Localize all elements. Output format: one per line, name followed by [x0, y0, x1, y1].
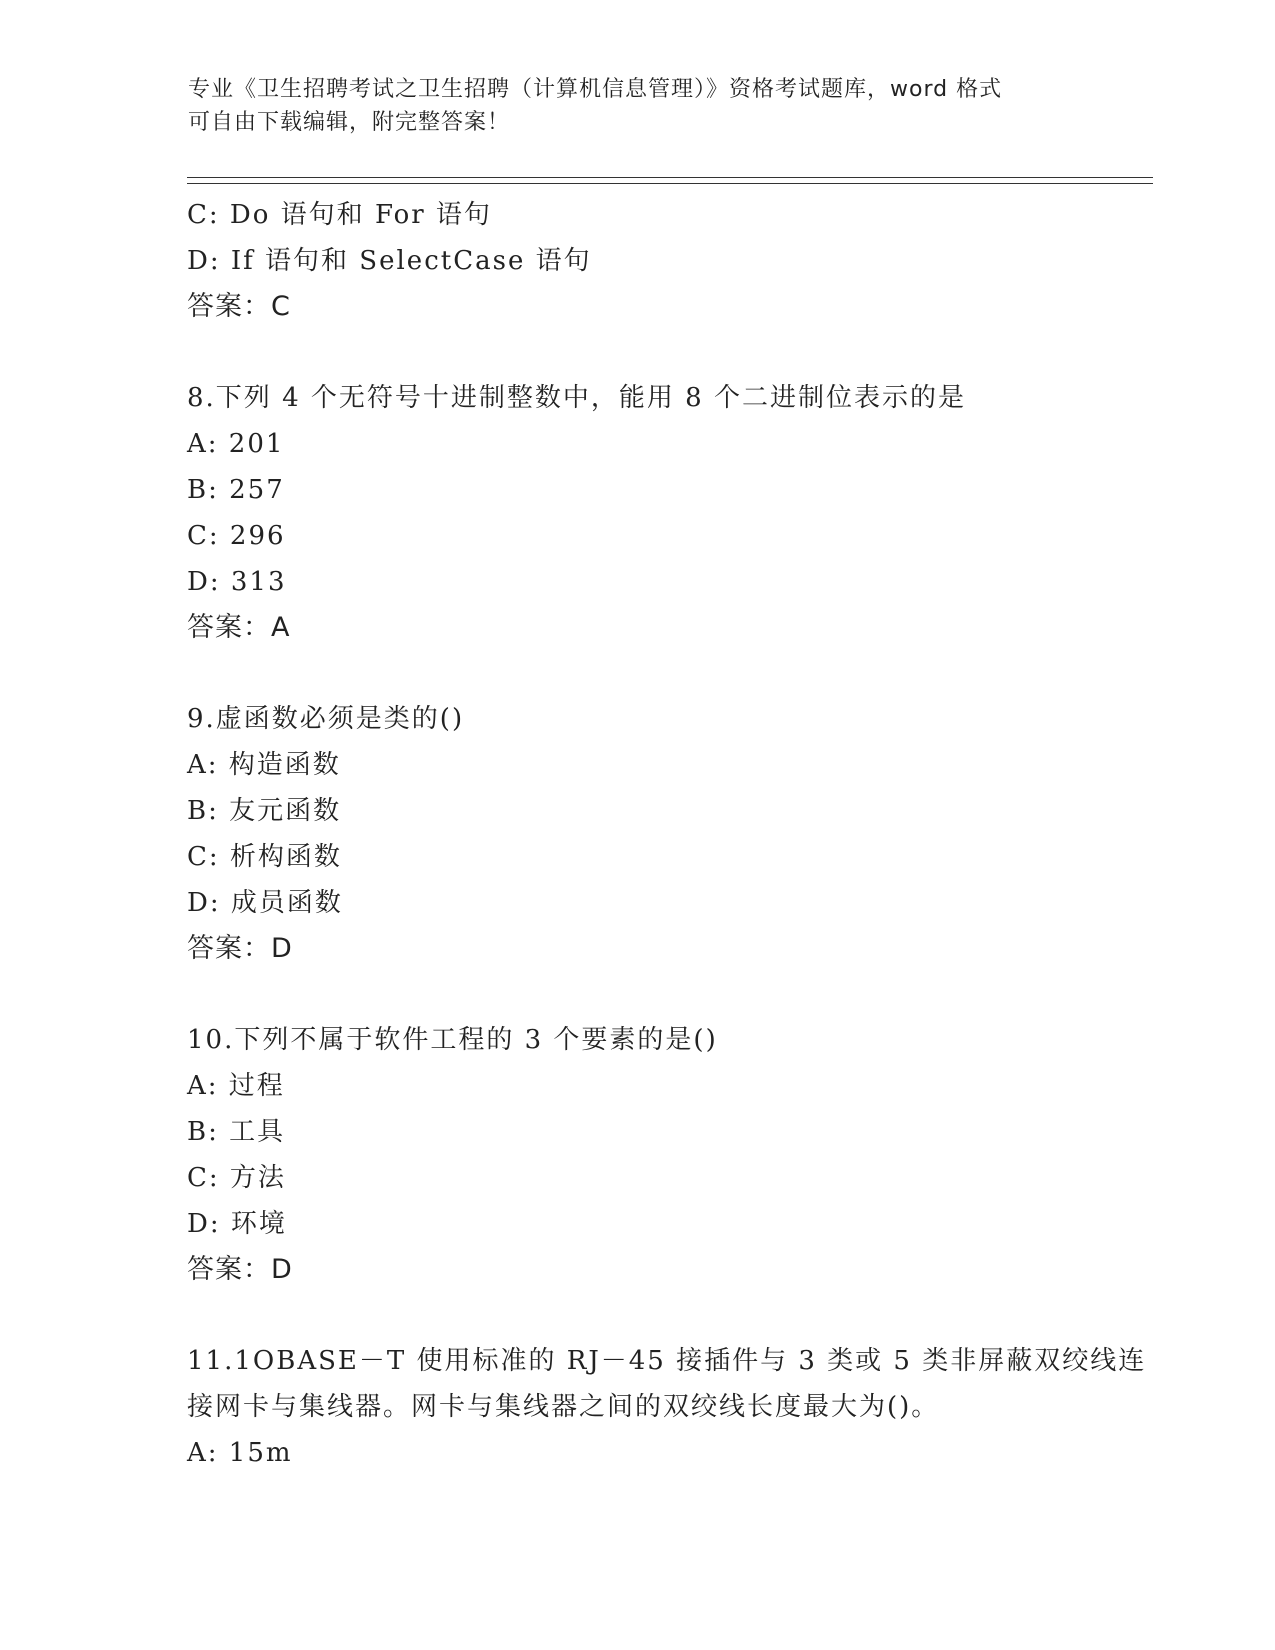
option-c: C: 析构函数 — [187, 842, 342, 872]
answer-label: 答案：C — [187, 291, 291, 322]
option-a: A: 过程 — [187, 1071, 285, 1101]
option-d: D: 环境 — [187, 1209, 287, 1239]
spacer — [187, 330, 1087, 375]
header-title-line-1: 专业《卫生招聘考试之卫生招聘（计算机信息管理）》资格考试题库，word 格式 — [188, 77, 1003, 102]
question-10 — [187, 1017, 1087, 1293]
option-d: D: 成员函数 — [187, 888, 343, 918]
option-a: A: 15m — [187, 1438, 293, 1468]
option-a: A: 201 — [187, 429, 285, 459]
document-header — [188, 73, 1088, 139]
question-stem-line-2: 接网卡与集线器。网卡与集线器之间的双绞线长度最大为()。 — [187, 1392, 940, 1422]
answer-label: 答案：D — [187, 933, 293, 964]
answer-label: 答案：D — [187, 1254, 293, 1285]
header-divider-bottom — [187, 183, 1153, 184]
question-8 — [187, 375, 1087, 651]
header-divider-top — [187, 177, 1153, 178]
question-stem-line-1: 11.1OBASE－T 使用标准的 RJ－45 接插件与 3 类或 5 类非屏蔽双绞线连 — [187, 1346, 1147, 1376]
spacer — [187, 972, 1087, 1017]
question-stem: 10.下列不属于软件工程的 3 个要素的是() — [187, 1025, 718, 1055]
question-stem: 8.下列 4 个无符号十进制整数中，能用 8 个二进制位表示的是 — [187, 383, 966, 413]
option-d: D: 313 — [187, 567, 287, 597]
option-c: C: 方法 — [187, 1163, 286, 1193]
question-11 — [187, 1338, 1147, 1476]
option-b: B: 257 — [187, 475, 285, 505]
option-b: B: 工具 — [187, 1117, 286, 1147]
option-d: D: If 语句和 SelectCase 语句 — [187, 246, 592, 276]
option-c: C: 296 — [187, 521, 286, 551]
spacer — [187, 651, 1087, 696]
question-list — [187, 192, 1147, 1476]
header-title-line-2: 可自由下载编辑，附完整答案！ — [188, 110, 511, 135]
question-9 — [187, 696, 1087, 972]
spacer — [187, 1293, 1087, 1338]
option-b: B: 友元函数 — [187, 796, 342, 826]
option-c: C: Do 语句和 For 语句 — [187, 200, 492, 230]
question-stem: 9.虚函数必须是类的() — [187, 704, 465, 734]
option-a: A: 构造函数 — [187, 750, 341, 780]
answer-label: 答案：A — [187, 612, 291, 643]
question-7-continued — [187, 192, 1087, 330]
